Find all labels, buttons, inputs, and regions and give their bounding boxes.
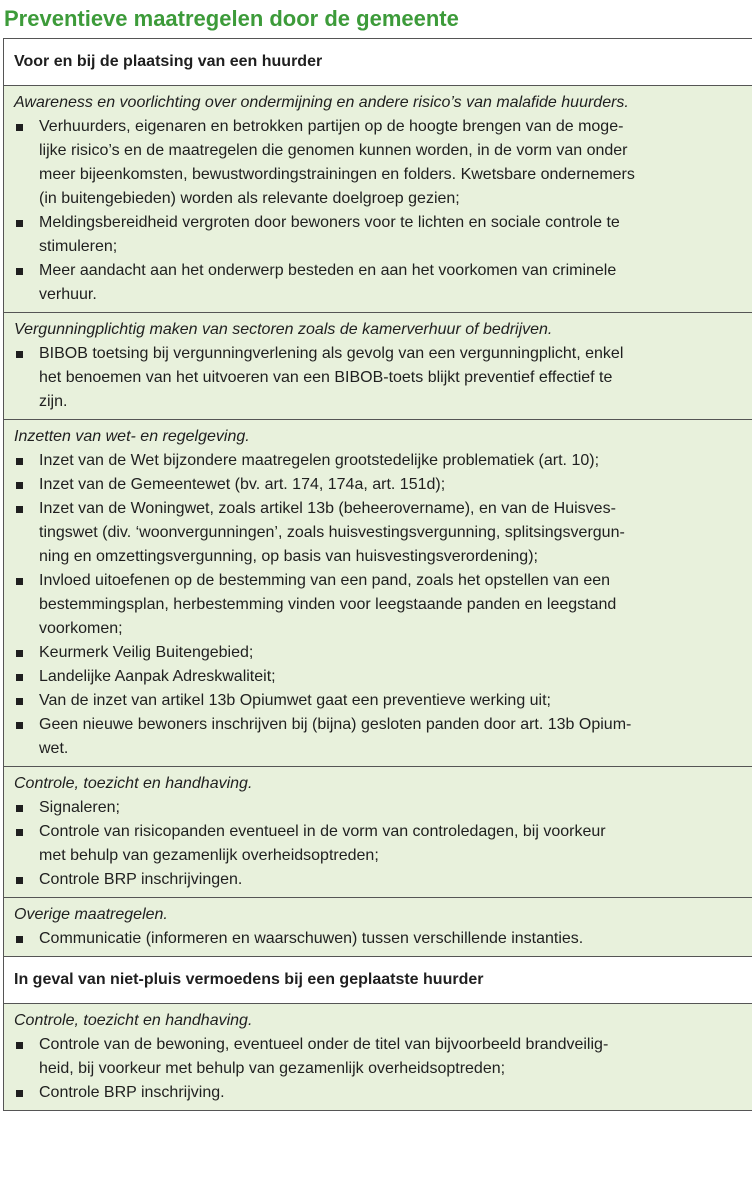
item-line: lijke risico’s en de maatregelen die genomen kunnen worden, in de vorm van onder xyxy=(39,142,628,159)
square-bullet-icon xyxy=(16,578,23,585)
section-title: Awareness en voorlichting over ondermijning en andere risico’s van malafide huurders. xyxy=(14,94,629,111)
section-title: Controle, toezicht en handhaving. xyxy=(14,775,253,792)
item-line: bestemmingsplan, herbestemming vinden voor leegstaande panden en leegstand xyxy=(39,596,617,613)
list-item xyxy=(14,497,744,569)
list-item xyxy=(14,473,744,497)
bullet-list xyxy=(14,115,744,307)
item-line: Controle van de bewoning, eventueel onder de titel van bijvoorbeeld brandveilig- xyxy=(39,1036,609,1053)
square-bullet-icon xyxy=(16,805,23,812)
list-item xyxy=(14,259,744,307)
list-item xyxy=(14,820,744,868)
square-bullet-icon xyxy=(16,268,23,275)
measures-table xyxy=(3,38,752,1111)
section-title: Inzetten van wet- en regelgeving. xyxy=(14,428,250,445)
list-item xyxy=(14,211,744,259)
square-bullet-icon xyxy=(16,829,23,836)
square-bullet-icon xyxy=(16,650,23,657)
list-item xyxy=(14,115,744,211)
item-line: Signaleren; xyxy=(39,799,120,816)
list-item xyxy=(14,449,744,473)
item-line: Inzet van de Gemeentewet (bv. art. 174, 174a, art. 151d); xyxy=(39,476,446,493)
list-item xyxy=(14,713,744,761)
square-bullet-icon xyxy=(16,698,23,705)
list-item xyxy=(14,569,744,641)
square-bullet-icon xyxy=(16,124,23,131)
square-bullet-icon xyxy=(16,506,23,513)
item-line: Inzet van de Woningwet, zoals artikel 13b (beheerovername), en van de Huisves- xyxy=(39,500,616,517)
bullet-list xyxy=(14,342,744,414)
item-line: Invloed uitoefenen op de bestemming van een pand, zoals het opstellen van een xyxy=(39,572,611,589)
item-line: verhuur. xyxy=(39,286,97,303)
item-line: tingswet (div. ‘woonvergunningen’, zoals huisvestingsvergunning, splitsingsvergun- xyxy=(39,524,625,541)
measure-section xyxy=(4,86,752,313)
bullet-list xyxy=(14,927,744,951)
item-line: Verhuurders, eigenaren en betrokken partijen op de hoogte brengen van de moge- xyxy=(39,118,624,135)
item-line: stimuleren; xyxy=(39,238,118,255)
square-bullet-icon xyxy=(16,674,23,681)
measure-section xyxy=(4,420,752,767)
square-bullet-icon xyxy=(16,722,23,729)
bullet-list xyxy=(14,796,744,892)
list-item xyxy=(14,1081,744,1105)
item-line: (in buitengebieden) worden als relevante doelgroep gezien; xyxy=(39,190,460,207)
item-line: heid, bij voorkeur met behulp van gezamenlijk overheidsoptreden; xyxy=(39,1060,506,1077)
square-bullet-icon xyxy=(16,351,23,358)
bullet-list xyxy=(14,1033,744,1105)
item-line: Controle BRP inschrijvingen. xyxy=(39,871,243,888)
list-item xyxy=(14,868,744,892)
item-line: meer bijeenkomsten, bewustwordingstrainingen en folders. Kwetsbare ondernemers xyxy=(39,166,635,183)
list-item xyxy=(14,689,744,713)
list-item xyxy=(14,796,744,820)
item-line: ning en omzettingsvergunning, op basis van huisvestingsverordening); xyxy=(39,548,538,565)
list-item xyxy=(14,342,744,414)
measure-section xyxy=(4,767,752,898)
measure-section xyxy=(4,1004,752,1111)
list-item xyxy=(14,1033,744,1081)
section-title: Vergunningplichtig maken van sectoren zoals de kamerverhuur of bedrijven. xyxy=(14,321,553,338)
item-line: Meer aandacht aan het onderwerp besteden en aan het voorkomen van criminele xyxy=(39,262,617,279)
square-bullet-icon xyxy=(16,1090,23,1097)
square-bullet-icon xyxy=(16,1042,23,1049)
item-line: Van de inzet van artikel 13b Opiumwet gaat een preventieve werking uit; xyxy=(39,692,551,709)
square-bullet-icon xyxy=(16,220,23,227)
item-line: Inzet van de Wet bijzondere maatregelen grootstedelijke problematiek (art. 10); xyxy=(39,452,600,469)
list-item xyxy=(14,641,744,665)
section-title: Controle, toezicht en handhaving. xyxy=(14,1012,253,1029)
list-item xyxy=(14,927,744,951)
square-bullet-icon xyxy=(16,877,23,884)
measure-section xyxy=(4,898,752,957)
item-line: zijn. xyxy=(39,393,68,410)
item-line: voorkomen; xyxy=(39,620,123,637)
group-header: In geval van niet-pluis vermoedens bij een geplaatste huurder xyxy=(4,957,752,1004)
item-line: met behulp van gezamenlijk overheidsoptreden; xyxy=(39,847,379,864)
item-line: Keurmerk Veilig Buitengebied; xyxy=(39,644,254,661)
group-header: Voor en bij de plaatsing van een huurder xyxy=(4,39,752,86)
item-line: Meldingsbereidheid vergroten door bewoners voor te lichten en sociale controle te xyxy=(39,214,620,231)
section-title: Overige maatregelen. xyxy=(14,906,168,923)
square-bullet-icon xyxy=(16,482,23,489)
square-bullet-icon xyxy=(16,458,23,465)
item-line: Landelijke Aanpak Adreskwaliteit; xyxy=(39,668,276,685)
item-line: Communicatie (informeren en waarschuwen) tussen verschillende instanties. xyxy=(39,930,584,947)
item-line: Controle van risicopanden eventueel in de vorm van controledagen, bij voorkeur xyxy=(39,823,606,840)
measure-section xyxy=(4,313,752,420)
item-line: wet. xyxy=(39,740,69,757)
item-line: Controle BRP inschrijving. xyxy=(39,1084,225,1101)
item-line: BIBOB toetsing bij vergunningverlening als gevolg van een vergunningplicht, enkel xyxy=(39,345,624,362)
square-bullet-icon xyxy=(16,936,23,943)
item-line: Geen nieuwe bewoners inschrijven bij (bijna) gesloten panden door art. 13b Opium- xyxy=(39,716,632,733)
page-title: Preventieve maatregelen door de gemeente xyxy=(4,6,459,31)
bullet-list xyxy=(14,449,744,761)
item-line: het benoemen van het uitvoeren van een BIBOB-toets blijkt preventief effectief te xyxy=(39,369,613,386)
list-item xyxy=(14,665,744,689)
